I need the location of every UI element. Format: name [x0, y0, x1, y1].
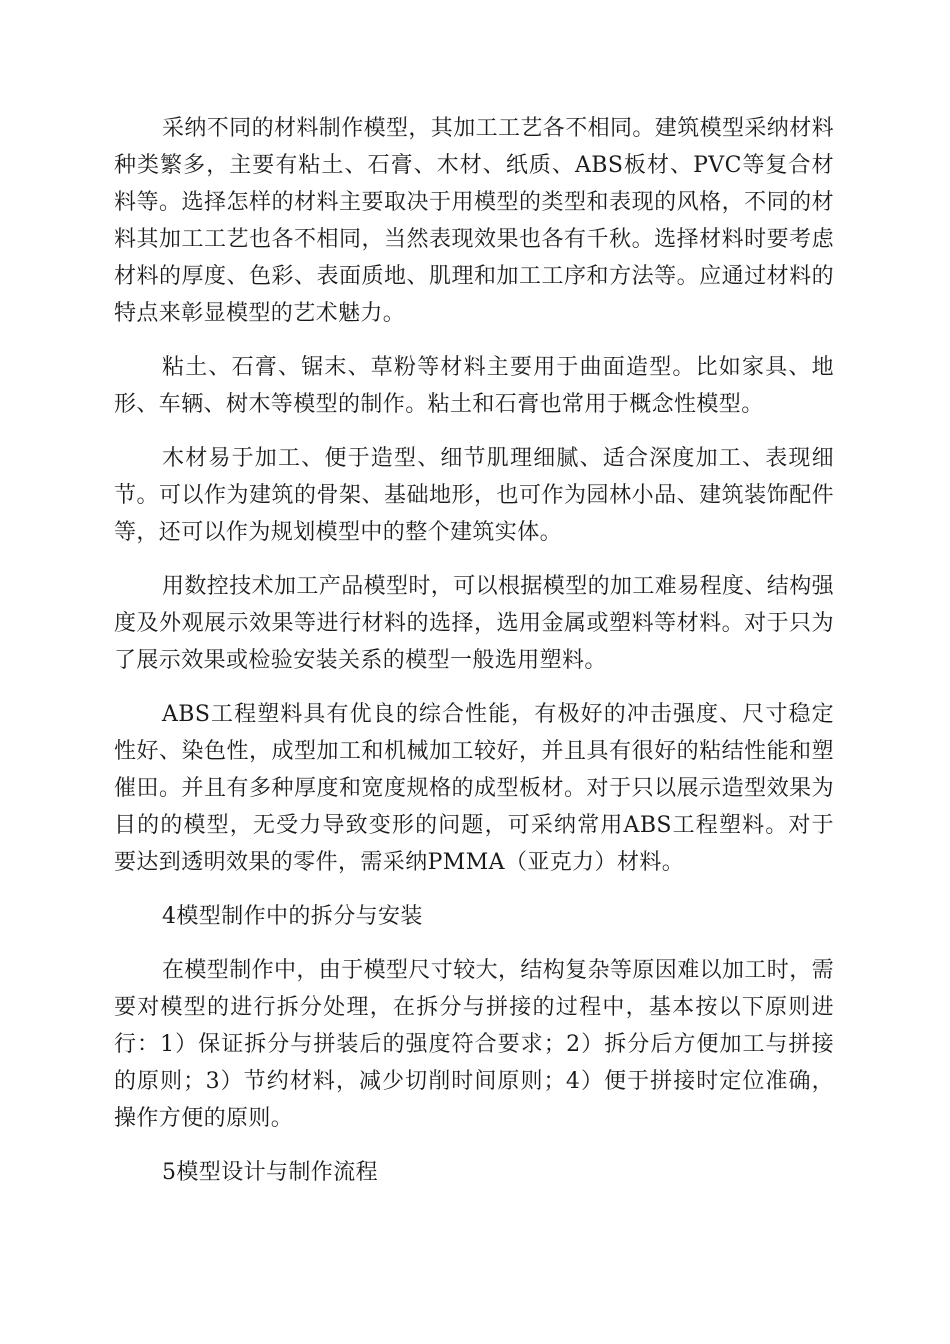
paragraph-materials-overview: 采纳不同的材料制作模型，其加工工艺各不相同。建筑模型采纳材料种类繁多，主要有粘土、石膏、木材、纸质、ABS板材、PVC等复合材料等。选择怎样的材料主要取决于用模型的类型和表现的风格，不同的材料其加工工艺也各不相同，当然表现效果也各有千秋。选择材料时要考虑材料的厚度、色彩、表面质地、肌理和加工工序和方法等。应通过材料的特点来彰显模型的艺术魅力。	[114, 116, 835, 326]
paragraph-wood: 木材易于加工、便于造型、细节肌理细腻、适合深度加工、表现细节。可以作为建筑的骨架、基础地形，也可作为园林小品、建筑装饰配件等，还可以作为规划模型中的整个建筑实体。	[114, 446, 834, 545]
paragraph-abs-plastic: ABS工程塑料具有优良的综合性能，有极好的冲击强度、尺寸稳定性好、染色性，成型加工和机械加工较好，并且具有很好的粘结性能和塑催田。并且有多种厚度和宽度规格的成型板材。对于只以展示造型效果为目的的模型，无受力导致变形的问题，可采纳常用ABS工程塑料。对于要达到透明效果的零件，需采纳PMMA（亚克力）材料。	[114, 702, 834, 875]
paragraph-cnc-materials: 用数控技术加工产品模型时，可以根据模型的加工难易程度、结构强度及外观展示效果等进行材料的选择，选用金属或塑料等材料。对于只为了展示效果或检验安装关系的模型一般选用塑料。	[114, 574, 835, 673]
section-heading-split-assembly: 4模型制作中的拆分与安装	[162, 904, 423, 929]
section-heading-design-process: 5模型设计与制作流程	[162, 1160, 378, 1185]
document-body	[114, 110, 834, 1208]
paragraph-clay-plaster: 粘土、石膏、锯末、草粉等材料主要用于曲面造型。比如家具、地形、车辆、树木等模型的制作。粘土和石膏也常用于概念性模型。	[114, 355, 834, 417]
paragraph-split-principles: 在模型制作中，由于模型尺寸较大，结构复杂等原因难以加工时，需要对模型的进行拆分处理，在拆分与拼接的过程中，基本按以下原则进行：1）保证拆分与拼装后的强度符合要求；2）拆分后方便加工与拼接的原则；3）节约材料，减少切削时间原则；4）便于拼接时定位准确，操作方便的原则。	[114, 958, 835, 1131]
